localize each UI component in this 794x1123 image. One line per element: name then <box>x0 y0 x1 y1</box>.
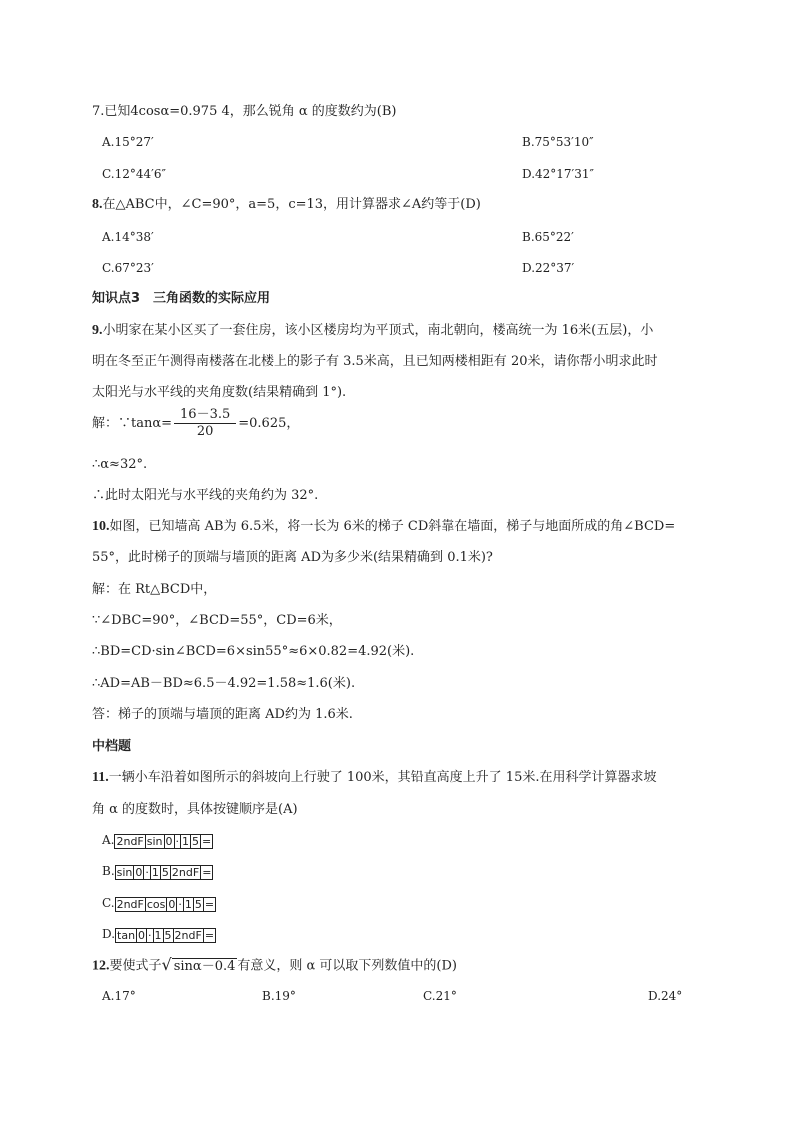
q9-solution-3: ∴此时太阳光与水平线的夹角约为 32°. <box>92 488 319 503</box>
q9-sol-prefix: 解：∵tanα= <box>92 415 173 431</box>
q11-text-1: 一辆小车沿着如图所示的斜坡向上行驶了 100米，其铅直高度上升了 15米.在用科学计算器求坡 <box>108 770 657 785</box>
q9-line2: 明在冬至正午测得南楼落在北楼上的影子有 3.5米高，且已知两楼相距有 20米，请你帮小明求此时 <box>92 354 658 369</box>
q12-radical <box>162 955 238 977</box>
q9-fraction-numerator: 16－3.5 <box>174 407 236 424</box>
q7-option-b: B.75°53′10″ <box>522 135 594 149</box>
q9-line3: 太阳光与水平线的夹角度数(结果精确到 1°). <box>92 385 347 400</box>
q9-sol-suffix: =0.625， <box>238 415 300 431</box>
key-2ndf: 2ndF <box>174 928 202 942</box>
key-dot: · <box>145 865 149 879</box>
key-1: 1 <box>182 834 190 848</box>
key-1: 1 <box>184 897 192 911</box>
q8-option-c: C.67°23′ <box>102 261 154 275</box>
q10-solution-3: ∴BD=CD·sin∠BCD=6×sin55°≈6×0.82=4.92(米). <box>92 644 415 659</box>
q11-option-d-label: D. <box>102 927 116 941</box>
q11-option-a-keys <box>114 833 212 849</box>
key-5: 5 <box>161 865 169 879</box>
q9-line1 <box>92 322 653 340</box>
q9-number: 9. <box>92 323 103 338</box>
q9-fraction-denominator: 20 <box>196 424 214 439</box>
q8-number: 8. <box>92 197 103 212</box>
q11-option-b-keys <box>115 864 213 880</box>
q8-text: 在△ABC中，∠C=90°，a=5，c=13，用计算器求∠A约等于(D) <box>102 197 481 212</box>
key-2ndf: 2ndF <box>116 834 144 848</box>
q12-option-b: B.19° <box>262 989 296 1003</box>
q9-text-1: 小明家在某小区买了一套住房，该小区楼房均为平顶式，南北朝向，楼高统一为 16米(五层)，小 <box>102 323 654 338</box>
key-equals: = <box>202 865 212 879</box>
q7-stem: 7.已知4cosα=0.975 4，那么锐角 α 的度数约为(B) <box>92 104 397 119</box>
q10-line1 <box>92 518 675 536</box>
key-1: 1 <box>151 865 159 879</box>
q10-solution-4: ∴AD=AB－BD≈6.5－4.92=1.58≈1.6(米). <box>92 676 356 691</box>
q12-stem <box>92 955 457 977</box>
key-5: 5 <box>164 928 172 942</box>
q10-text-1: 如图，已知墙高 AB为 6.5米，将一长为 6米的梯子 CD斜靠在墙面，梯子与地面所成的角∠BCD= <box>109 519 676 534</box>
key-dot: · <box>178 897 182 911</box>
q11-number: 11. <box>92 770 109 785</box>
q8-option-d: D.22°37′ <box>522 261 575 275</box>
q11-option-b-label: B. <box>102 864 115 878</box>
key-sin: sin <box>116 865 133 879</box>
q12-radicand: sinα－0.4 <box>173 959 236 974</box>
key-0: 0 <box>135 865 143 879</box>
key-2ndf: 2ndF <box>116 897 144 911</box>
q10-number: 10. <box>92 519 110 534</box>
key-equals: = <box>204 928 215 942</box>
section-heading-mid: 中档题 <box>92 739 132 754</box>
key-sin: sin <box>146 834 163 848</box>
key-5: 5 <box>192 834 200 848</box>
q12-option-a: A.17° <box>102 989 136 1003</box>
section-heading-3: 知识点3 三角函数的实际应用 <box>92 291 271 306</box>
key-0: 0 <box>165 834 173 848</box>
q11-option-d-keys <box>115 927 215 943</box>
q12-text-pre: 要使式子 <box>109 958 162 974</box>
q11-option-c <box>102 895 215 912</box>
q8-option-b: B.65°22′ <box>522 230 574 244</box>
q10-solution-2: ∵∠DBC=90°，∠BCD=55°，CD=6米， <box>92 613 342 628</box>
key-equals: = <box>202 834 212 848</box>
key-0: 0 <box>138 928 146 942</box>
key-tan: tan <box>117 928 136 942</box>
q11-option-c-label: C. <box>102 896 115 910</box>
q11-line2: 角 α 的度数时，具体按键顺序是(A) <box>92 802 298 817</box>
sqrt-symbol: √ <box>161 955 172 974</box>
q12-text-post: 有意义，则 α 可以取下列数值中的(D) <box>237 958 457 974</box>
q10-solution-1: 解：在 Rt△BCD中， <box>92 582 217 597</box>
q7-option-c: C.12°44′6″ <box>102 167 166 181</box>
q11-option-b <box>102 863 212 880</box>
q7-option-d: D.42°17′31″ <box>522 167 595 181</box>
q8-option-a: A.14°38′ <box>102 230 154 244</box>
q11-line1 <box>92 769 657 787</box>
q12-option-d: D.24° <box>648 989 683 1003</box>
q9-solution-2: ∴α≈32°. <box>92 457 148 472</box>
q12-option-c: C.21° <box>423 989 457 1003</box>
key-1: 1 <box>154 928 162 942</box>
q12-number: 12. <box>92 958 110 974</box>
q9-solution-1 <box>92 407 299 440</box>
q10-line2: 55°，此时梯子的顶端与墙顶的距离 AD为多少米(结果精确到 0.1米)? <box>92 550 493 565</box>
q11-option-c-keys <box>115 896 216 912</box>
key-0: 0 <box>168 897 176 911</box>
key-5: 5 <box>194 897 202 911</box>
key-equals: = <box>204 897 215 911</box>
key-dot: · <box>175 834 180 848</box>
key-cos: cos <box>146 897 166 911</box>
key-2ndf: 2ndF <box>171 865 200 879</box>
q11-option-d <box>102 926 215 943</box>
q11-option-a-label: A. <box>102 833 115 847</box>
q10-answer: 答：梯子的顶端与墙顶的距离 AD约为 1.6米. <box>92 707 353 722</box>
q8-stem <box>92 196 481 214</box>
q7-option-a: A.15°27′ <box>102 135 154 149</box>
q9-fraction <box>174 407 236 440</box>
key-dot: · <box>148 928 152 942</box>
q11-option-a <box>102 832 212 849</box>
